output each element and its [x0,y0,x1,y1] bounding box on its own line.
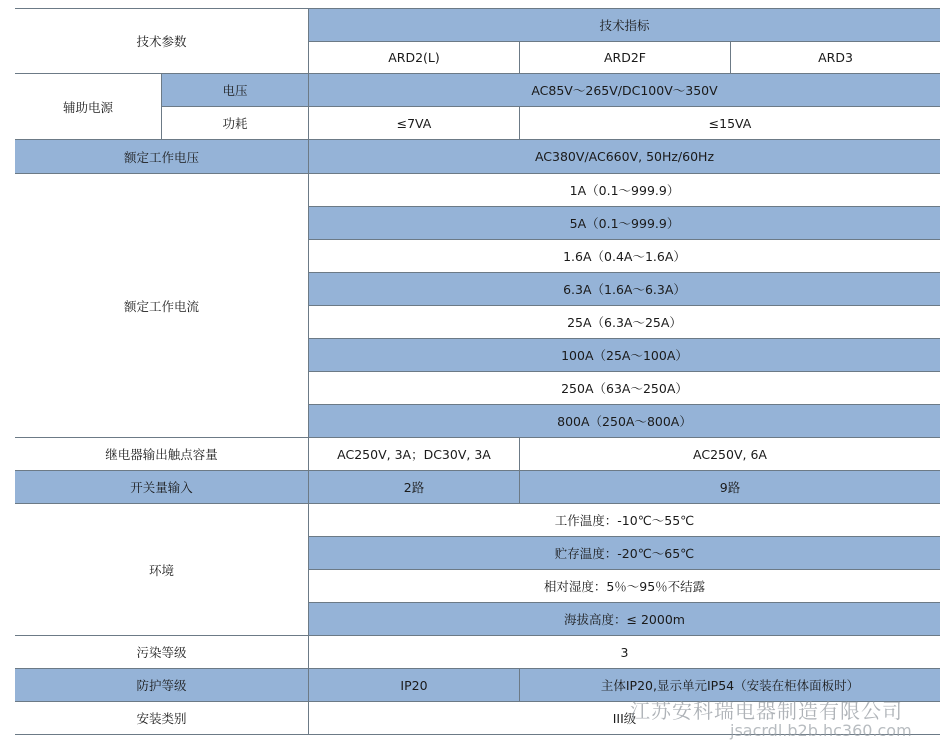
relay-label: 继电器输出触点容量 [15,438,308,471]
pollution-label: 污染等级 [15,636,308,669]
relay-other: AC250V, 6A [519,438,940,471]
header-param-label: 技术参数 [15,9,308,74]
protection-other: 主体IP20,显示单元IP54（安装在柜体面板时） [519,669,940,702]
rated-current-row: 6.3A（1.6A～6.3A） [308,273,940,306]
rated-current-row: 250A（63A～250A） [308,372,940,405]
install-label: 安装类别 [15,702,308,735]
aux-power-consumption-label: 功耗 [161,107,308,140]
aux-power-label: 辅助电源 [15,74,161,140]
switch-input-label: 开关量输入 [15,471,308,504]
aux-voltage-label: 电压 [161,74,308,107]
protection-label: 防护等级 [15,669,308,702]
aux-voltage-value: AC85V～265V/DC100V～350V [308,74,940,107]
rated-current-row: 1.6A（0.4A～1.6A） [308,240,940,273]
rated-current-row: 100A（25A～100A） [308,339,940,372]
model-ard2: ARD2(L) [308,42,519,74]
rated-current-label: 额定工作电流 [15,174,308,438]
rated-current-row: 25A（6.3A～25A） [308,306,940,339]
rated-current-row: 5A（0.1～999.9） [308,207,940,240]
rated-current-row: 800A（250A～800A） [308,405,940,438]
relay-ard2: AC250V, 3A；DC30V, 3A [308,438,519,471]
environment-label: 环境 [15,504,308,636]
environment-row: 贮存温度：-20℃～65℃ [308,537,940,570]
rated-current-row: 1A（0.1～999.9） [308,174,940,207]
rated-voltage-label: 额定工作电压 [15,140,308,174]
rated-voltage-value: AC380V/AC660V, 50Hz/60Hz [308,140,940,174]
protection-ard2: IP20 [308,669,519,702]
model-ard2f: ARD2F [519,42,730,74]
environment-row: 工作温度：-10℃～55℃ [308,504,940,537]
model-ard3: ARD3 [730,42,940,74]
watermark-company: 江苏安科瑞电器制造有限公司 [630,699,903,723]
aux-power-other: ≤15VA [519,107,940,140]
pollution-value: 3 [308,636,940,669]
environment-row: 相对湿度：5％～95％不结露 [308,570,940,603]
switch-input-other: 9路 [519,471,940,504]
environment-row: 海拔高度：≤ 2000m [308,603,940,636]
header-spec-label: 技术指标 [308,9,940,42]
install-value: III级 [308,702,940,735]
watermark-url: jsacrdl.b2b.hc360.com [730,721,912,740]
switch-input-ard2: 2路 [308,471,519,504]
aux-power-ard2: ≤7VA [308,107,519,140]
